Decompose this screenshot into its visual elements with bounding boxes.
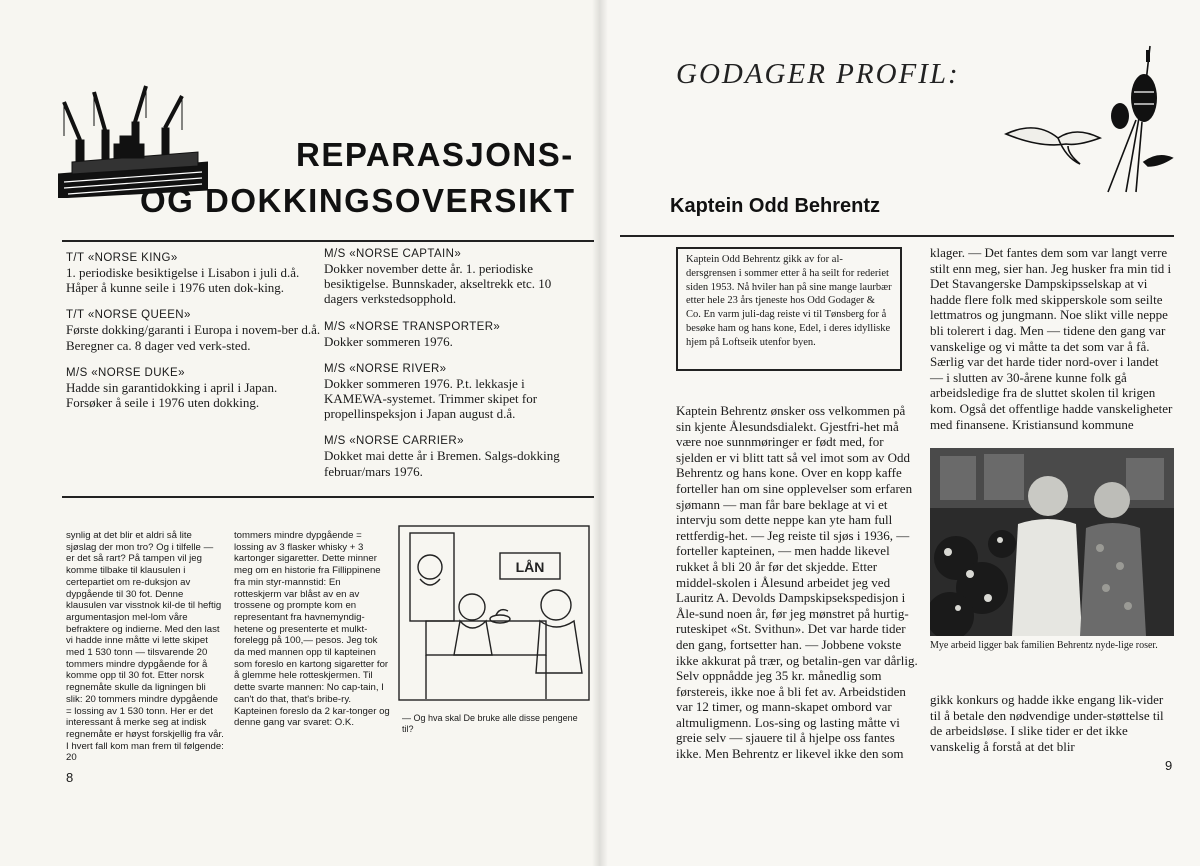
ship-list-column-b — [324, 248, 576, 493]
page-gutter — [592, 0, 608, 866]
ship-name: M/S «NORSE CARRIER» — [324, 435, 464, 448]
ship-name: M/S «NORSE DUKE» — [66, 366, 185, 379]
bank-loan-cartoon — [396, 523, 592, 703]
article-title-line1: REPARASJONS- — [296, 136, 574, 173]
divider-top — [62, 240, 594, 242]
divider-bottom — [62, 496, 594, 498]
ship-name: M/S «NORSE TRANSPORTER» — [324, 320, 501, 333]
profile-name-heading: Kaptein Odd Behrentz — [670, 195, 881, 217]
couple-photo — [930, 448, 1174, 636]
page-number-right: 9 — [1165, 758, 1173, 773]
ship-status: Dokker november dette år. 1. periodiske besiktigelse. Bunnskader, akseltrekk etc. 10 dagers verkstedsopphold. — [324, 261, 552, 307]
ship-list-column-a — [66, 252, 322, 424]
ship-name: T/T «NORSE KING» — [66, 252, 178, 264]
right-page — [600, 0, 1200, 866]
article-body-column-2-bottom: gikk konkurs og hadde ikke engang lik-vider til å betale den nødvendige under-støttelse til de arbeidsløse. I slike tider er det ikke vanskelig å forstå at det blir — [930, 692, 1164, 754]
ship-status: 1. periodiske besiktigelse i Lisabon i juli d.å. Håper å kunne seile i 1976 uten dok-king. — [66, 265, 300, 296]
cartoon-caption: — Og hva skal De bruke alle disse pengene til? — [402, 713, 578, 734]
story-column-2: tommers mindre dypgående = lossing av 3 flasker whisky + 3 kartonger sigaretter. Dette minner meg om en historie fra Fillippinene fra min styr-mannstid: En rotteskjerm var blåst av en av trossene og prompte kom en representant fra havnemyndig-hetene og presenterte et mulkt-forelegg på 100,— pesos. Jeg tok da med mannen opp til kapteinen som foreslo en kartong sigaretter for å glemme hele rotteskjermen. Til dette svarte mannen: No cap-tain, I can't do that, that's bribe-ry. Kapteinen foreslo da 2 kar-tonger og denne gang var svaret: O.K. — [234, 530, 390, 729]
photo-caption: Mye arbeid ligger bak familien Behrentz nyde-lige roser. — [930, 640, 1158, 651]
article-body-column-1: Kaptein Behrentz ønsker oss velkommen på sin kjente Ålesundsdialekt. Gjestfri-het må være noe sunnmøringer er født med, for sjelden er vi blitt tatt så vel imot som av Odd Behrentz og hans kone. Over en kopp kaffe forteller han om sine opplevelser som erfaren sjømann — man får bare beklage at vi et intervju som dette neppe kan yte ham full rettferdig-het. — Jeg reiste til sjøs i 1936, — forteller kapteinen, — men hadde likevel rukket å bli 20 år før det skjedde. Etter middel-skolen i Ålesund arbeidet jeg ved Lauritz A. Devolds Dampskipsekspedisjon i Åle-sund noen år, før jeg mønstret på hurtig-ruteskipet «St. Svithun». Det var harde tider den gang, fortsetter han. — Jobbene vokste ikke akkurat på trær, og betalin-gen var dårlig. Selv oppnådde jeg 35 kr. månedlig som førstereis, ikke noe å bli fet av. Arbeidstiden var 12 timer, og mann-skapet ombord var altmuligmenn. Los-sing og lasting måtte vi greie selv — sjauere til å hjelpe oss fantes ikke. Men Behrentz er likevel ikke den som — [676, 403, 918, 762]
story-column-1: synlig at det blir et aldri så lite sjøslag der mon tro? Og i tilfelle — er det så rart? På tampen vil jeg komme tilbake til klausulen i certepartiet om re-duksjon av dypgående til 30 fot. Denne klausulen var visstnok kil-de til heftig argumentasjon mel-lom våre befraktere og indierne. Med den last vi hadde inne måtte vi lette skipet med 1 530 tonn — tilsvarende 20 tommers mindre dypgående for å komme opp til 30 fot. Etter norsk regnemåte skulle da ligningen bli slik: 20 tommers mindre dypgående = lossing av 1 530 tonn. Her er det interessant å merke seg at indisk regnemåte er høyst forskjellig fra vår. I hvert fall kom man frem til følgende: 20 — [66, 530, 224, 764]
ship-status: Dokker sommeren 1976. — [324, 333, 453, 349]
ship-name: M/S «NORSE RIVER» — [324, 362, 447, 375]
article-body-column-2-top: klager. — Det fantes dem som var langt verre stilt enn meg, sier han. Jeg husker fra min tid i Det Stavangerske Dampskipsselskap at vi hadde flere folk med skipperskole som seilte lettmatros og jungmann. Noe slikt ville neppe bli tolerert i dag. Men — tidene den gang var vanskelige og vi måtte ta det som var å få. Særlig var det harde tider nord-over i landet — i slutten av 30-årene kunne folk gå arbeidsledige fra de sluttet skolen til krigen kom. Også det offentlige hadde vanskeligheter med finansene. Kristiansund kommune — [930, 245, 1173, 432]
seagull-buoy-illustration — [996, 42, 1182, 202]
ship-status: Hadde sin garantidokking i april i Japan. Forsøker å seile i 1976 uten dokking. — [66, 379, 278, 411]
ship-status: Dokker sommeren 1976. P.t. lekkasje i KAMEWA-systemet. Trimmer skipet for propellinspeksjon i Japan august d.å. — [324, 375, 538, 422]
ship-status: Dokket mai dette år i Bremen. Salgs-dokking februar/mars 1976. — [324, 448, 560, 479]
harbor-cranes-illustration — [58, 78, 208, 198]
article-title-line2: OG DOKKINGSOVERSIKT — [140, 182, 576, 219]
ship-name: T/T «NORSE QUEEN» — [66, 309, 191, 322]
ship-name: M/S «NORSE CAPTAIN» — [324, 248, 462, 260]
section-title: GODAGER PROFIL: — [676, 58, 960, 90]
intro-box: Kaptein Odd Behrentz gikk av for al-dersgrensen i sommer etter å ha seilt for rederiet siden 1953. Nå hviler han på sine mange laurbær etter hele 23 års tjeneste hos Odd Godager & Co. En varm juli-dag reiste vi til Tønsberg for å besøke ham og hans kone, Edel, i deres idylliske hjem på Loftseik utenfor byen. — [676, 247, 902, 371]
ship-status: Første dokking/garanti i Europa i novem-ber d.å. Beregner ca. 8 dager ved verk-sted. — [66, 322, 321, 353]
divider-right — [620, 235, 1174, 237]
cartoon-sign: LÅN — [515, 559, 545, 575]
page-number-left: 8 — [66, 770, 74, 785]
